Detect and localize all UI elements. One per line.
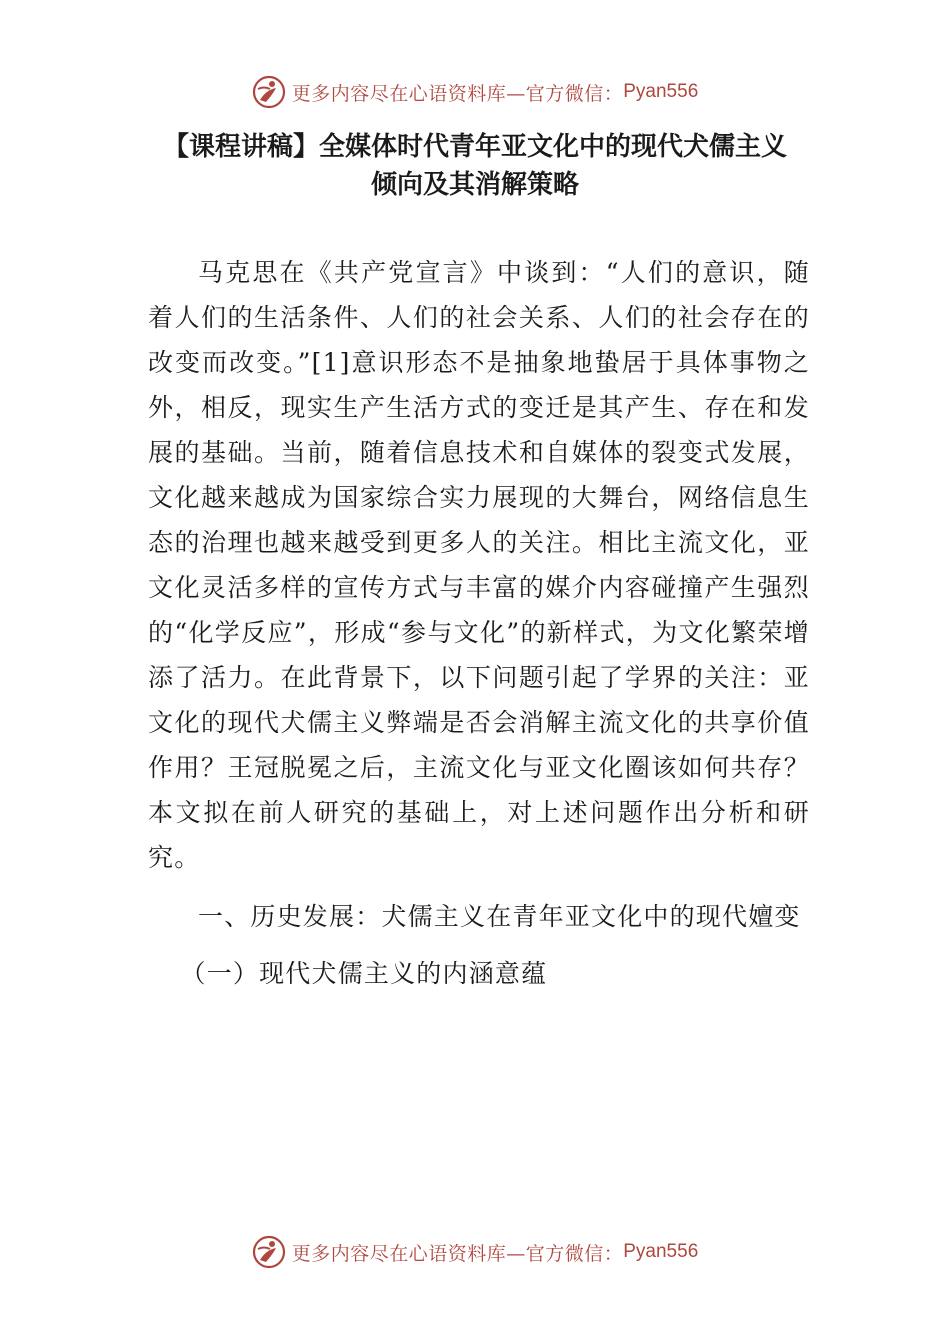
red-figure-logo-icon [252,1235,286,1269]
document-title [120,128,830,204]
banner-wechat-id: Pyan556 [623,81,699,102]
subsection-heading: （一）现代犬儒主义的内涵意蕴 [180,959,548,988]
footer-banner [0,1232,950,1272]
header-banner [0,72,950,112]
section-heading: 一、历史发展：犬儒主义在青年亚文化中的现代嬗变 [198,902,801,931]
banner-wechat-id: Pyan556 [623,1241,699,1262]
banner-text: 更多内容尽在心语资料库—官方微信： [291,1242,624,1265]
title-line-1: 【课程讲稿】全媒体时代青年亚文化中的现代犬儒主义 [162,132,787,162]
red-figure-logo-icon [252,75,286,109]
banner-text: 更多内容尽在心语资料库—官方微信： [291,82,624,105]
title-line-2: 倾向及其消解策略 [370,170,579,200]
document-body [148,250,810,996]
body-paragraph: 马克思在《共产党宣言》中谈到：“人们的意识，随着人们的生活条件、人们的社会关系、人们的社会存在的改变而改变。”[1]意识形态不是抽象地蛰居于具体事物之外，相反，现实生产生活方式的变迁是其产生、存在和发展的基础。当前，随着信息技术和自媒体的裂变式发展，文化越来越成为国家综合实力展现的大舞台，网络信息生态的治理也越来越受到更多人的关注。相比主流文化，亚文化灵活多样的宣传方式与丰富的媒介内容碰撞产生强烈的“化学反应”，形成“参与文化”的新样式，为文化繁荣增添了活力。在此背景下，以下问题引起了学界的关注：亚文化的现代犬儒主义弊端是否会消解主流文化的共享价值作用？王冠脱冕之后，主流文化与亚文化圈该如何共存？本文拟在前人研究的基础上，对上述问题作出分析和研究。 [148,258,810,872]
